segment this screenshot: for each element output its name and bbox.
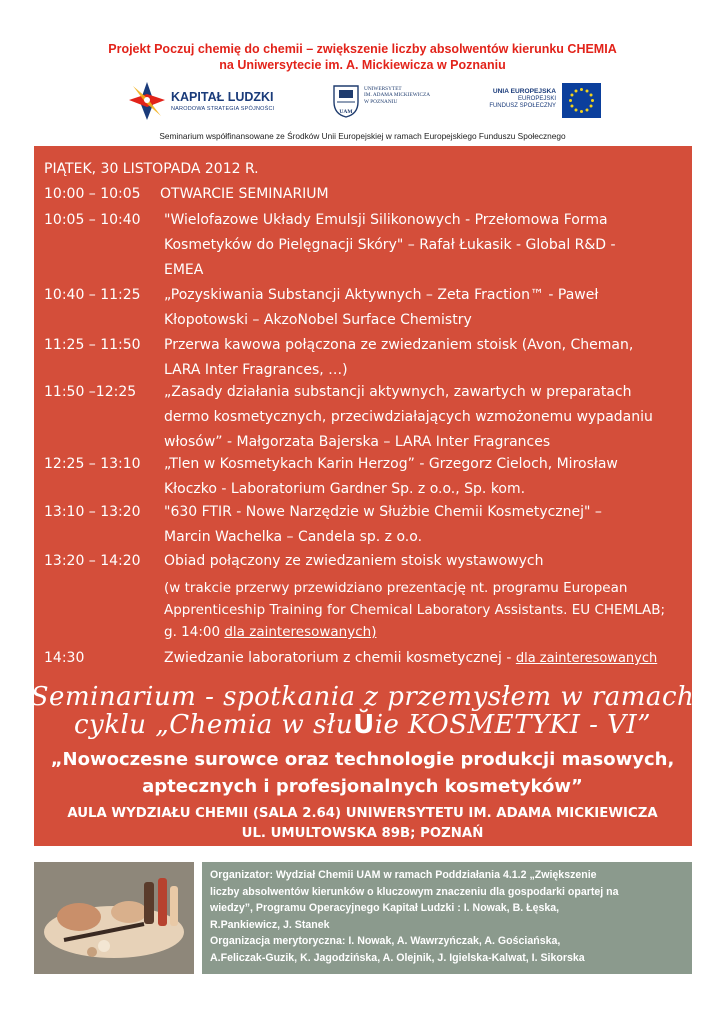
project-title-line-1: Projekt Poczuj chemię do chemii – zwiększenie liczby absolwentów kierunku CHEMIA <box>108 42 617 56</box>
uam-line-2: IM. ADAMA MICKIEWICZA <box>364 92 431 99</box>
seminar-title-part: cyklu „Chemia w słu <box>73 710 354 740</box>
venue-line-2: UL. UMULTOWSKA 89B; POZNAŃ <box>241 826 484 841</box>
kapital-ludzki-star-icon <box>127 80 167 122</box>
kapital-ludzki-subtitle: NARODOWA STRATEGIA SPÓJNOŚCI <box>171 106 275 112</box>
uam-abbr: UAM <box>339 109 353 115</box>
eu-star <box>590 105 593 108</box>
interested-link[interactable]: dla zainteresowanych) <box>224 624 377 640</box>
seminar-title-glyph: Ŭ <box>353 710 375 740</box>
eu-star <box>591 99 594 102</box>
eu-star <box>586 109 589 112</box>
organizer-box <box>202 862 692 974</box>
agenda-time: 14:30 <box>44 650 85 666</box>
agenda-time: 13:20 – 14:20 <box>44 553 141 569</box>
agenda-time: 12:25 – 13:10 <box>44 456 141 472</box>
eu-star <box>570 105 573 108</box>
agenda-desc-line: "630 FTIR - Nowe Narzędzie w Służbie Chemii Kosmetycznej" – <box>164 504 602 520</box>
seminar-title-part: ie KOSMETYKI - VI” <box>374 710 651 740</box>
agenda-desc-line: LARA Inter Fragrances, …) <box>164 362 348 378</box>
eu-flag-icon <box>562 83 601 118</box>
eu-star <box>575 109 578 112</box>
agenda-desc-line: włosów” - Małgorzata Bajerska – LARA Inter Fragrances <box>164 434 551 450</box>
kapital-ludzki-title: KAPITAŁ LUDZKI <box>171 90 274 104</box>
eu-logo <box>478 83 603 121</box>
event-date: PIĄTEK, 30 LISTOPADA 2012 R. <box>44 161 259 177</box>
organizer-line: R.Pankiewicz, J. Stanek <box>210 918 330 931</box>
cofinancing-note: Seminarium współfinansowane ze Środków Unii Europejskiej w ramach Europejskiego Funduszu Społecznego <box>159 131 566 141</box>
agenda-time: 10:05 – 10:40 <box>44 212 141 228</box>
eu-text <box>478 87 556 110</box>
agenda-desc-line: „Zasady działania substancji aktywnych, zawartych w preparatach <box>164 384 632 400</box>
uam-name <box>364 86 430 105</box>
agenda-time: 10:00 – 10:05 <box>44 186 141 202</box>
uam-line-1: UNIWERSYTET <box>364 86 402 92</box>
organizer-line: wiedzy”, Programu Operacyjnego Kapitał Ludzki : I. Nowak, B. Łęska, <box>210 902 560 915</box>
agenda-desc-line: EMEA <box>164 262 204 278</box>
agenda-desc-line: "Wielofazowe Układy Emulsji Silikonowych - Przełomowa Forma <box>164 212 608 228</box>
uam-line-3: W POZNANIU <box>364 98 398 105</box>
eu-line-1: UNIA EUROPEJSKA <box>492 88 556 95</box>
agenda-desc-line: OTWARCIE SEMINARIUM <box>160 186 329 202</box>
agenda-desc-line: Kłopotowski – AkzoNobel Surface Chemistry <box>164 312 472 328</box>
kapital-ludzki-logo <box>127 80 277 122</box>
cosmetics-image <box>34 862 194 974</box>
eu-star <box>569 99 572 102</box>
seminar-subtitle-line-2: aptecznych i profesjonalnych kosmetyków” <box>142 776 583 797</box>
eu-star <box>580 88 583 91</box>
note-time: g. 14:00 <box>164 624 225 640</box>
eu-line-3: FUNDUSZ SPOŁECZNY <box>489 103 556 109</box>
organizer-line: A.Feliczak-Guzik, K. Jagodzińska, A. Olejnik, J. Igielska-Kalwat, I. Sikorska <box>210 951 585 964</box>
organizer-line: Organizator: Wydział Chemii UAM w ramach Poddziałania 4.1.2 „Zwiększenie <box>210 869 597 881</box>
eu-star <box>570 94 573 97</box>
organizer-line: Organizacja merytoryczna: I. Nowak, A. Wawrzyńczak, A. Gościańska, <box>210 935 561 948</box>
organizer-line: liczby absolwentów kierunków o kluczowym znaczeniu dla gospodarki opartej na <box>210 885 619 898</box>
agenda-desc-line: Przerwa kawowa połączona ze zwiedzaniem stoisk (Avon, Cheman, <box>164 337 634 353</box>
agenda-desc-line: „Pozyskiwania Substancji Aktywnych – Zeta Fraction™ - Paweł <box>164 287 599 303</box>
presentation-note-line: (w trakcie przerwy przewidziano prezentację nt. programu European <box>164 580 628 596</box>
agenda-time: 10:40 – 11:25 <box>44 287 141 303</box>
seminar-subtitle-line-1: „Nowoczesne surowce oraz technologie produkcji masowych, <box>50 749 675 770</box>
agenda-time: 11:25 – 11:50 <box>44 337 141 353</box>
agenda-time: 11:50 –12:25 <box>44 384 137 400</box>
eu-star <box>575 89 578 92</box>
lab-visit-text: Zwiedzanie laboratorium z chemii kosmetycznej - <box>164 650 516 666</box>
agenda-time: 13:10 – 13:20 <box>44 504 141 520</box>
agenda-desc-line: Obiad połączony ze zwiedzaniem stoisk wystawowych <box>164 553 544 569</box>
uam-logo <box>331 84 431 120</box>
eu-line-2: EUROPEJSKI <box>517 96 556 102</box>
project-title-line-2: na Uniwersytecie im. A. Mickiewicza w Poznaniu <box>219 58 506 72</box>
agenda-desc-line: Kosmetyków do Pielęgnacji Skóry" – Rafał Łukasik - Global R&D - <box>164 237 616 253</box>
eu-star <box>586 89 589 92</box>
agenda-desc-line: Kłoczko - Laboratorium Gardner Sp. z o.o., Sp. kom. <box>164 481 526 497</box>
seminar-title-line-2 <box>0 710 725 740</box>
presentation-note-line <box>164 620 376 644</box>
venue-line-1: AULA WYDZIAŁU CHEMII (SALA 2.64) UNIWERSYTETU IM. ADAMA MICKIEWICZA <box>67 806 658 821</box>
agenda-desc-line <box>164 646 657 671</box>
eu-star <box>590 94 593 97</box>
cosmetics-photo <box>34 862 194 974</box>
eu-star <box>580 110 583 113</box>
interested-link[interactable]: dla zainteresowanych <box>515 651 658 666</box>
agenda-desc-line: dermo kosmetycznych, przeciwdziałających wzmożonemu wypadaniu <box>164 409 653 425</box>
seminar-title-line-1: Seminarium - spotkania z przemysłem w ramach <box>30 682 695 712</box>
agenda-desc-line: Marcin Wachelka – Candela sp. z o.o. <box>164 529 423 545</box>
presentation-note-line: Apprenticeship Training for Chemical Laboratory Assistants. EU CHEMLAB; <box>164 602 666 618</box>
agenda-desc-line: „Tlen w Kosmetykach Karin Herzog” - Grzegorz Cieloch, Mirosław <box>164 456 618 472</box>
